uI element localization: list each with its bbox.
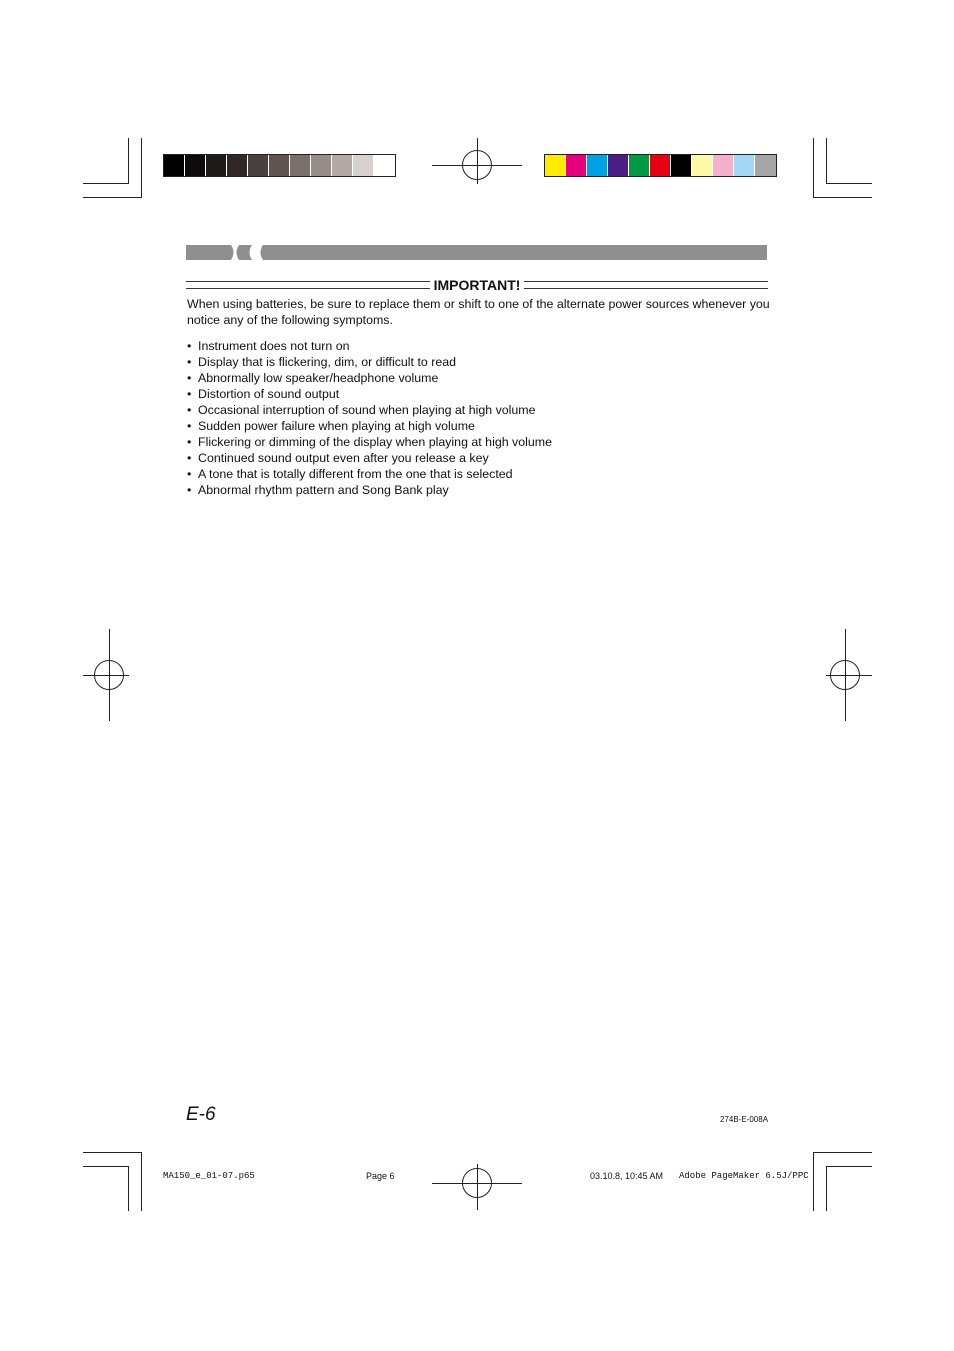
crop-mark xyxy=(813,1152,872,1153)
symptom-list xyxy=(187,338,552,498)
page-number: E-6 xyxy=(186,1104,216,1125)
gray-swatch xyxy=(269,155,290,176)
registration-mark-circle xyxy=(830,660,860,690)
color-swatch xyxy=(755,155,776,176)
crop-mark xyxy=(83,183,129,184)
crop-mark xyxy=(813,1152,814,1211)
section-header-bar xyxy=(186,245,767,260)
symptom-item: • Continued sound output even after you release a key xyxy=(187,450,552,466)
registration-mark-circle xyxy=(462,150,492,180)
footer-app: Adobe PageMaker 6.5J/PPC xyxy=(679,1171,809,1181)
process-color-bar xyxy=(544,154,777,177)
registration-mark-circle xyxy=(462,1168,492,1198)
color-swatch xyxy=(671,155,692,176)
gray-swatch xyxy=(227,155,248,176)
crop-mark xyxy=(128,1166,129,1211)
crop-mark xyxy=(813,138,814,198)
color-swatch xyxy=(692,155,713,176)
document-code: 274B-E-008A xyxy=(720,1115,769,1124)
gray-swatch xyxy=(311,155,332,176)
gray-swatch xyxy=(290,155,311,176)
crop-mark xyxy=(826,183,872,184)
symptom-item: • Abnormally low speaker/headphone volume xyxy=(187,370,552,386)
important-heading xyxy=(186,276,768,294)
color-swatch xyxy=(629,155,650,176)
crop-mark xyxy=(83,1152,142,1153)
crop-mark xyxy=(141,1152,142,1211)
symptom-item: • Sudden power failure when playing at high volume xyxy=(187,418,552,434)
color-swatch xyxy=(566,155,587,176)
intro-paragraph: When using batteries, be sure to replace them or shift to one of the alternate power sources whenever you notice any of the following symptoms. xyxy=(187,297,770,327)
registration-mark-circle xyxy=(94,660,124,690)
gray-ramp-color-bar xyxy=(163,154,396,177)
gray-swatch xyxy=(374,155,395,176)
crop-mark xyxy=(826,1166,872,1167)
gray-swatch xyxy=(332,155,353,176)
gray-swatch xyxy=(185,155,206,176)
gray-swatch xyxy=(248,155,269,176)
color-swatch xyxy=(734,155,755,176)
symptom-item: • Abnormal rhythm pattern and Song Bank play xyxy=(187,482,552,498)
gray-swatch xyxy=(353,155,374,176)
crop-mark xyxy=(141,138,142,198)
crop-mark xyxy=(83,1166,129,1167)
footer-date: 03.10.8, 10:45 AM xyxy=(590,1171,664,1181)
color-swatch xyxy=(608,155,629,176)
footer-file-name: MA150_e_01-07.p65 xyxy=(163,1171,255,1181)
crop-mark xyxy=(826,1166,827,1211)
double-rule-right xyxy=(524,281,768,289)
symptom-item: • A tone that is totally different from the one that is selected xyxy=(187,466,552,482)
important-title: IMPORTANT! xyxy=(433,277,521,293)
color-swatch xyxy=(650,155,671,176)
symptom-item: • Instrument does not turn on xyxy=(187,338,552,354)
crop-mark xyxy=(813,197,872,198)
gray-swatch xyxy=(164,155,185,176)
crop-mark xyxy=(83,197,142,198)
double-rule-left xyxy=(186,281,430,289)
symptom-item: • Display that is flickering, dim, or difficult to read xyxy=(187,354,552,370)
symptom-item: • Distortion of sound output xyxy=(187,386,552,402)
symptom-item: • Occasional interruption of sound when playing at high volume xyxy=(187,402,552,418)
footer-page: Page 6 xyxy=(366,1171,395,1181)
color-swatch xyxy=(587,155,608,176)
symptom-item: • Flickering or dimming of the display when playing at high volume xyxy=(187,434,552,450)
gray-swatch xyxy=(206,155,227,176)
color-swatch xyxy=(713,155,734,176)
crop-mark xyxy=(128,138,129,184)
crop-mark xyxy=(826,138,827,184)
color-swatch xyxy=(545,155,566,176)
